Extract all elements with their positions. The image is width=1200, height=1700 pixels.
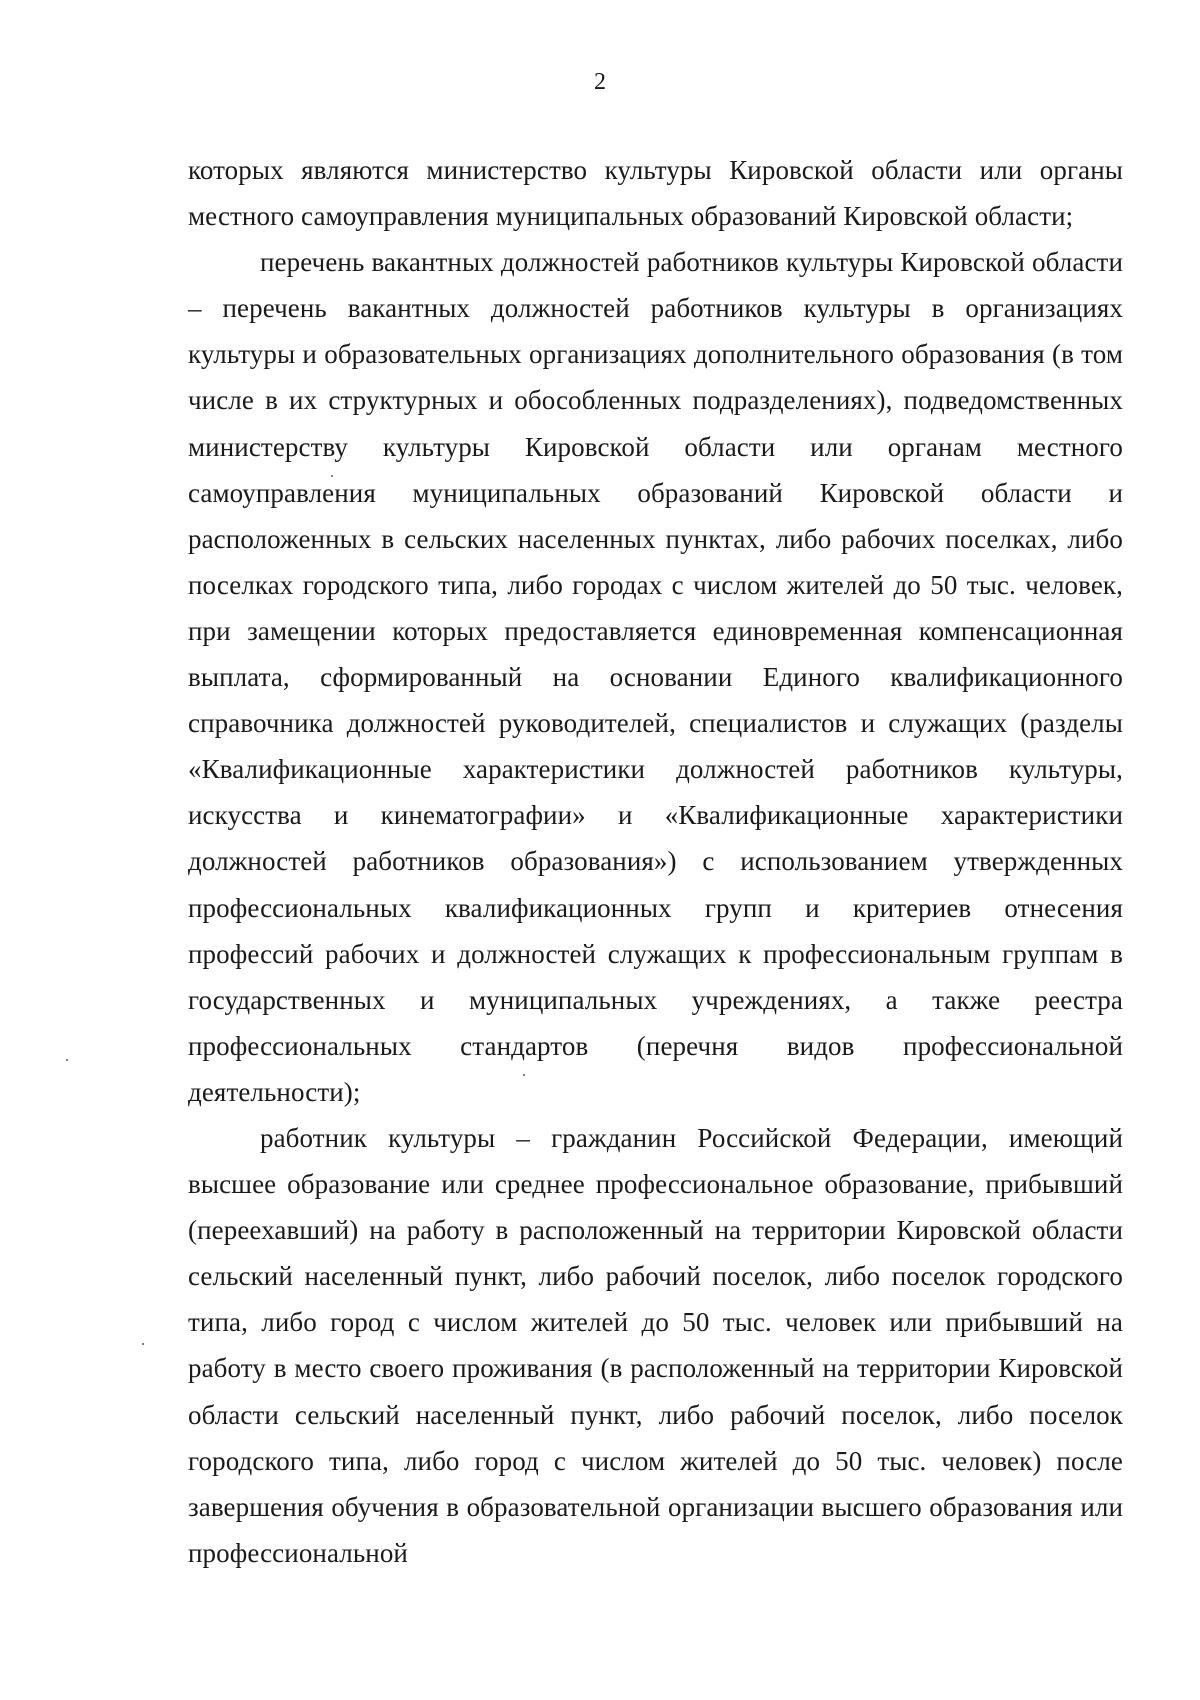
scan-speck — [66, 1059, 68, 1061]
paragraph-culture-worker-definition: работник культуры – гражданин Российской Федерации, имеющий высшее образование или среднее профессиональное образование, прибывший (переехавший) на работу в расположенный на территории Кировской области сельский населенный пункт, либо рабочий поселок, либо поселок городского типа, либо город с числом жителей до 50 тыс. человек или прибывший на работу в место своего проживания (в расположенный на территории Кировской области сельский населенный пункт, либо рабочий поселок, либо поселок городского типа, либо город с числом жителей до 50 тыс. человек) после завершения обучения в образовательной организации высшего образования или профессиональной — [188, 1122, 1123, 1568]
scan-speck — [331, 475, 333, 477]
paragraph-vacancy-list-definition: перечень вакантных должностей работников культуры Кировской области – перечень вакантных должностей работников культуры в организациях культуры и образовательных организациях дополнительного образования (в том числе в их структурных и обособленных подразделениях), подведомственных министерству культуры Кировской области или органам местного самоуправления муниципальных образований Кировской области и расположенных в сельских населенных пунктах, либо рабочих поселках, либо поселках городского типа, либо городах с числом жителей до 50 тыс. человек, при замещении которых предоставляется единовременная компенсационная выплата, сформированный на основании Единого квалификационного справочника должностей руководителей, специалистов и служащих (разделы «Квалификационные характеристики должностей работников культуры, искусства и кинематографии» и «Квалификационные характеристики должностей работников образования») с использованием утвержденных профессиональных квалификационных групп и критериев отнесения профессий рабочих и должностей служащих к профессиональным группам в государственных и муниципальных учреждениях, а также реестра профессиональных стандартов (перечня видов профессиональной деятельности); — [188, 247, 1123, 1107]
scan-speck — [142, 1343, 144, 1345]
scan-speck — [523, 1074, 525, 1076]
paragraph-continuation: которых являются министерство культуры Кировской области или органы местного самоуправления муниципальных образований Кировской области; — [188, 155, 1123, 232]
page-number: 2 — [594, 69, 606, 95]
document-body — [188, 147, 1123, 1576]
